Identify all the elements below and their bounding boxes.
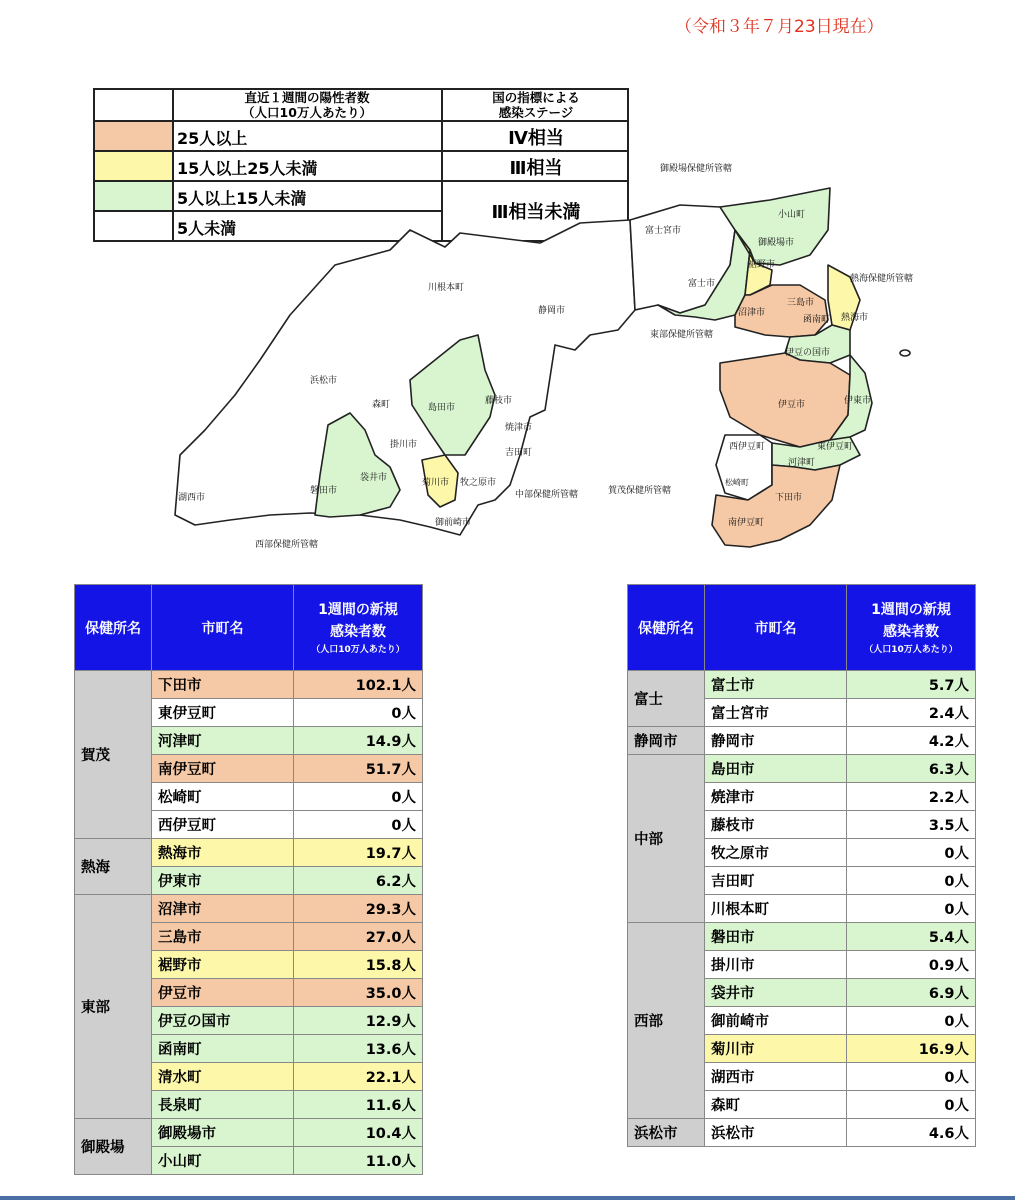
count-cell: 102.1人 xyxy=(294,671,423,699)
count-cell: 51.7人 xyxy=(294,755,423,783)
map-label-kosai: 湖西市 xyxy=(178,493,206,503)
map-label-oyama: 小山町 xyxy=(778,210,806,220)
municipality-cell: 島田市 xyxy=(705,755,847,783)
map-label-seibu-office: 西部保健所管轄 xyxy=(255,540,319,550)
office-cell: 富士 xyxy=(628,671,705,727)
municipality-cell: 森町 xyxy=(705,1091,847,1119)
map-label-ito: 伊東市 xyxy=(844,396,872,406)
header-municipality: 市町名 xyxy=(152,585,294,671)
count-cell: 11.6人 xyxy=(294,1091,423,1119)
table-row xyxy=(628,671,976,699)
map-label-makinohara: 牧之原市 xyxy=(460,478,497,488)
municipality-cell: 松崎町 xyxy=(152,783,294,811)
municipality-cell: 三島市 xyxy=(152,923,294,951)
map-label-fuji: 富士市 xyxy=(688,279,716,289)
office-cell: 御殿場 xyxy=(75,1119,152,1175)
date-note: （令和３年７月23日現在） xyxy=(675,17,884,37)
municipality-cell: 伊豆の国市 xyxy=(152,1007,294,1035)
map-label-yaizu: 焼津市 xyxy=(505,423,533,433)
count-cell: 3.5人 xyxy=(847,811,976,839)
legend-header-blank xyxy=(95,90,172,120)
municipality-cell: 袋井市 xyxy=(705,979,847,1007)
legend-range-1: 25人以上 xyxy=(177,129,248,148)
municipality-cell: 御前崎市 xyxy=(705,1007,847,1035)
map-label-atami-office: 熱海保健所管轄 xyxy=(850,274,914,284)
legend-header-stage xyxy=(443,90,629,120)
municipality-cell: 静岡市 xyxy=(705,727,847,755)
office-cell: 中部 xyxy=(628,755,705,923)
header-municipality: 市町名 xyxy=(705,585,847,671)
count-cell: 16.9人 xyxy=(847,1035,976,1063)
map-label-chubu-office: 中部保健所管轄 xyxy=(515,490,579,500)
map-western-region xyxy=(175,220,635,535)
table-row xyxy=(628,1119,976,1147)
municipality-cell: 磐田市 xyxy=(705,923,847,951)
table-row xyxy=(75,1119,423,1147)
map-label-higashiizu: 東伊豆町 xyxy=(817,442,854,452)
map-label-tobu-office: 東部保健所管轄 xyxy=(650,330,714,340)
header-count-line2: 感染者数 xyxy=(330,623,386,640)
legend-header-stage-line1: 国の指標による xyxy=(492,90,580,105)
bottom-rule xyxy=(0,1196,1015,1200)
header-count-line1: 1週間の新規 xyxy=(318,601,398,618)
legend-header-count-line1: 直近１週間の陽性者数 xyxy=(244,90,370,105)
legend-range-3: 5人以上15人未満 xyxy=(177,189,307,208)
municipality-cell: 西伊豆町 xyxy=(152,811,294,839)
count-cell: 0人 xyxy=(847,839,976,867)
count-cell: 5.7人 xyxy=(847,671,976,699)
map-label-susono: 裾野市 xyxy=(748,260,776,270)
count-cell: 14.9人 xyxy=(294,727,423,755)
municipality-cell: 富士市 xyxy=(705,671,847,699)
map-label-kawazu: 河津町 xyxy=(788,458,816,468)
legend-header-count-line2: （人口10万人あたり） xyxy=(242,105,372,120)
count-cell: 29.3人 xyxy=(294,895,423,923)
header-count xyxy=(294,585,423,671)
municipality-cell: 熱海市 xyxy=(152,839,294,867)
map-label-nishiizu: 西伊豆町 xyxy=(729,442,766,452)
count-cell: 22.1人 xyxy=(294,1063,423,1091)
legend-stage-3: Ⅲ相当 xyxy=(509,158,563,179)
office-cell: 浜松市 xyxy=(628,1119,705,1147)
map-label-omaezaki: 御前崎市 xyxy=(435,518,472,528)
count-cell: 12.9人 xyxy=(294,1007,423,1035)
municipality-cell: 小山町 xyxy=(152,1147,294,1175)
office-cell: 熱海 xyxy=(75,839,152,895)
office-cell: 西部 xyxy=(628,923,705,1119)
map-label-hamamatsu: 浜松市 xyxy=(310,376,338,386)
municipality-cell: 裾野市 xyxy=(152,951,294,979)
count-cell: 4.2人 xyxy=(847,727,976,755)
count-cell: 0人 xyxy=(847,1007,976,1035)
count-cell: 0人 xyxy=(847,1063,976,1091)
map-label-mishima: 三島市 xyxy=(787,298,815,308)
municipality-cell: 下田市 xyxy=(152,671,294,699)
municipality-cell: 伊東市 xyxy=(152,867,294,895)
municipality-cell: 南伊豆町 xyxy=(152,755,294,783)
municipality-cell: 河津町 xyxy=(152,727,294,755)
municipality-cell: 沼津市 xyxy=(152,895,294,923)
header-office: 保健所名 xyxy=(628,585,705,671)
count-cell: 0.9人 xyxy=(847,951,976,979)
map-label-gotemba: 御殿場市 xyxy=(758,238,795,248)
municipality-cell: 東伊豆町 xyxy=(152,699,294,727)
count-cell: 10.4人 xyxy=(294,1119,423,1147)
count-cell: 2.2人 xyxy=(847,783,976,811)
office-cell: 静岡市 xyxy=(628,727,705,755)
legend-header-count xyxy=(174,90,440,120)
map-label-matsuzaki: 松崎町 xyxy=(725,478,749,487)
municipality-cell: 富士宮市 xyxy=(705,699,847,727)
map-label-iwata: 磐田市 xyxy=(310,486,338,496)
count-cell: 0人 xyxy=(294,783,423,811)
count-cell: 2.4人 xyxy=(847,699,976,727)
office-cell: 賀茂 xyxy=(75,671,152,839)
municipality-cell: 伊豆市 xyxy=(152,979,294,1007)
map-label-kamo-office: 賀茂保健所管轄 xyxy=(608,486,672,496)
header-office: 保健所名 xyxy=(75,585,152,671)
table-row xyxy=(75,671,423,699)
municipality-cell: 川根本町 xyxy=(705,895,847,923)
map-label-minamiizu: 南伊豆町 xyxy=(728,518,765,528)
count-cell: 11.0人 xyxy=(294,1147,423,1175)
count-cell: 0人 xyxy=(847,867,976,895)
count-cell: 6.2人 xyxy=(294,867,423,895)
table-row xyxy=(628,755,976,783)
table-row xyxy=(75,839,423,867)
municipality-cell: 湖西市 xyxy=(705,1063,847,1091)
map-label-kikugawa: 菊川市 xyxy=(422,478,450,488)
map-label-fujieda: 藤枝市 xyxy=(485,396,513,406)
table-row xyxy=(628,923,976,951)
count-cell: 5.4人 xyxy=(847,923,976,951)
municipality-cell: 御殿場市 xyxy=(152,1119,294,1147)
map-label-yoshida: 吉田町 xyxy=(505,448,533,458)
office-cell: 東部 xyxy=(75,895,152,1119)
municipality-cell: 清水町 xyxy=(152,1063,294,1091)
map-label-izu: 伊豆市 xyxy=(778,400,806,410)
count-cell: 27.0人 xyxy=(294,923,423,951)
header-count-note: （人口10万人あたり） xyxy=(311,644,405,655)
map-label-kawanehoncho: 川根本町 xyxy=(428,283,465,293)
municipality-cell: 掛川市 xyxy=(705,951,847,979)
count-cell: 19.7人 xyxy=(294,839,423,867)
table-right xyxy=(627,584,976,1147)
map-island xyxy=(900,350,910,356)
count-cell: 0人 xyxy=(847,1091,976,1119)
table-row xyxy=(75,895,423,923)
count-cell: 6.9人 xyxy=(847,979,976,1007)
count-cell: 35.0人 xyxy=(294,979,423,1007)
map-label-fujinomiya: 富士宮市 xyxy=(645,226,682,236)
map-label-izunokuni: 伊豆の国市 xyxy=(785,348,831,358)
map-label-mori: 森町 xyxy=(372,400,391,410)
legend-swatch-orange xyxy=(95,120,172,150)
map-label-atami: 熱海市 xyxy=(841,313,869,323)
map-label-gotemba-office: 御殿場保健所管轄 xyxy=(660,164,733,174)
municipality-cell: 菊川市 xyxy=(705,1035,847,1063)
header-count-line1: 1週間の新規 xyxy=(871,601,951,618)
count-cell: 0人 xyxy=(294,699,423,727)
map-label-fukuroi: 袋井市 xyxy=(360,473,388,483)
municipality-cell: 浜松市 xyxy=(705,1119,847,1147)
municipality-cell: 長泉町 xyxy=(152,1091,294,1119)
legend-range-2: 15人以上25人未満 xyxy=(177,159,318,178)
header-count-note: （人口10万人あたり） xyxy=(864,644,958,655)
count-cell: 6.3人 xyxy=(847,755,976,783)
count-cell: 0人 xyxy=(847,895,976,923)
table-row xyxy=(628,727,976,755)
count-cell: 15.8人 xyxy=(294,951,423,979)
map-label-kakegawa: 掛川市 xyxy=(390,440,418,450)
municipality-cell: 焼津市 xyxy=(705,783,847,811)
legend-stage-below-3: Ⅲ相当未満 xyxy=(491,202,581,223)
count-cell: 4.6人 xyxy=(847,1119,976,1147)
header-count xyxy=(847,585,976,671)
municipality-cell: 函南町 xyxy=(152,1035,294,1063)
legend-stage-4: Ⅳ相当 xyxy=(508,128,564,149)
map-label-numazu: 沼津市 xyxy=(738,308,766,318)
count-cell: 13.6人 xyxy=(294,1035,423,1063)
municipality-cell: 吉田町 xyxy=(705,867,847,895)
map-label-kannami: 函南町 xyxy=(803,315,831,325)
table-left xyxy=(74,584,423,1175)
legend-header-stage-line2: 感染ステージ xyxy=(498,105,574,120)
municipality-cell: 牧之原市 xyxy=(705,839,847,867)
municipality-cell: 藤枝市 xyxy=(705,811,847,839)
map-label-shimada: 島田市 xyxy=(428,403,456,413)
header-count-line2: 感染者数 xyxy=(883,623,939,640)
map-label-shizuoka: 静岡市 xyxy=(538,306,566,316)
shizuoka-map xyxy=(160,155,920,555)
legend-range-4: 5人未満 xyxy=(177,219,237,238)
count-cell: 0人 xyxy=(294,811,423,839)
map-label-shimoda: 下田市 xyxy=(775,493,803,503)
